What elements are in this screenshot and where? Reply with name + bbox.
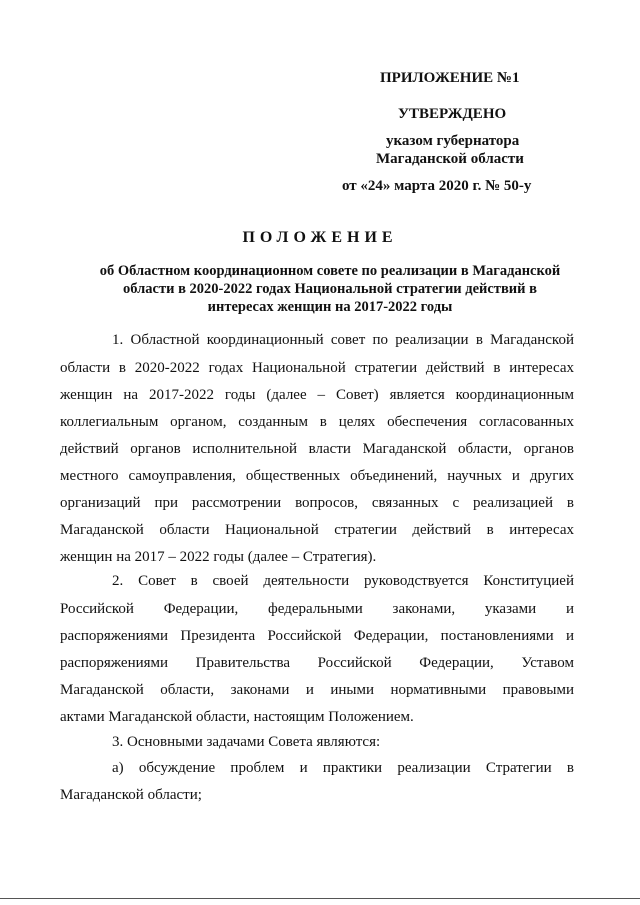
decree-date: от «24» марта 2020 г. № 50-у xyxy=(342,178,532,194)
paragraph-line: коллегиальным органом, созданным в целях обеспечения согласованных xyxy=(60,414,574,430)
paragraph-line: Магаданской области; xyxy=(60,787,202,803)
subtitle-line: об Областном координационном совете по реализации в Магаданской xyxy=(99,263,561,279)
paragraph-line: актами Магаданской области, настоящим Положением. xyxy=(60,709,414,725)
paragraph-line: организаций при рассмотрении вопросов, связанных с реализацией в xyxy=(60,495,574,511)
subtitle-line: области в 2020-2022 годах Национальной стратегии действий в xyxy=(123,281,537,297)
paragraph-line: а) обсуждение проблем и практики реализации Стратегии в xyxy=(112,760,574,776)
paragraph-line: Магаданской области Национальной стратегии действий в интересах xyxy=(60,522,574,538)
paragraph-line: распоряжениями Президента Российской Федерации, постановлениями и xyxy=(60,628,574,644)
paragraph-line: местного самоуправления, общественных объединений, научных и других xyxy=(60,468,574,484)
paragraph-line: 2. Совет в своей деятельности руководствуется Конституцией xyxy=(112,573,574,589)
appendix-label: ПРИЛОЖЕНИЕ №1 xyxy=(380,70,520,86)
paragraph-line: распоряжениями Правительства Российской Федерации, Уставом xyxy=(60,655,574,671)
subtitle-line: интересах женщин на 2017-2022 годы xyxy=(207,299,453,315)
paragraph-line: области в 2020-2022 годах Национальной стратегии действий в интересах xyxy=(60,360,574,376)
page-bottom-rule xyxy=(0,898,640,899)
paragraph-line: женщин на 2017 – 2022 годы (далее – Стратегия). xyxy=(60,549,377,565)
paragraph-line: действий органов исполнительной власти Магаданской области, органов xyxy=(60,441,574,457)
paragraph-line: Российской Федерации, федеральными законами, указами и xyxy=(60,601,574,617)
decree-line-1: указом губернатора xyxy=(386,133,520,149)
decree-line-2: Магаданской области xyxy=(376,151,524,167)
approved-label: УТВЕРЖДЕНО xyxy=(398,106,507,122)
paragraph-line: Магаданской области, законами и иными нормативными правовыми xyxy=(60,682,574,698)
paragraph-line: 1. Областной координационный совет по реализации в Магаданской xyxy=(112,332,574,348)
paragraph-line: женщин на 2017-2022 годы (далее – Совет) является координационным xyxy=(60,387,574,403)
document-subtitle xyxy=(70,262,590,316)
document-title: ПОЛОЖЕНИЕ xyxy=(242,229,398,246)
paragraph-line: 3. Основными задачами Совета являются: xyxy=(112,734,381,750)
